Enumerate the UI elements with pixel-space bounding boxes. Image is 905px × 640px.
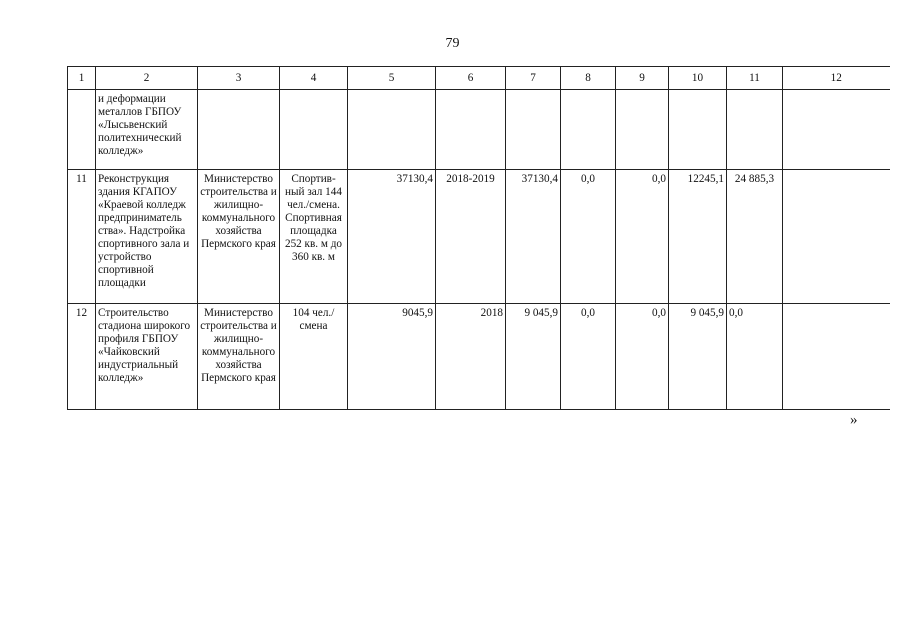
header-cell-2: 2 — [96, 67, 198, 90]
cell-value-5: 9045,9 — [348, 304, 436, 410]
cell-object-name: Строительство стадиона широкого профиля ГБПОУ «Чайковский индустриальный колледж» — [96, 304, 198, 410]
cell-object-name: и деформации металлов ГБПОУ «Лысьвенский политехнический колледж» — [96, 90, 198, 170]
header-cell-12: 12 — [783, 67, 890, 90]
cell-value-12 — [783, 170, 890, 304]
cell-period — [436, 90, 506, 170]
cell-value-12 — [783, 304, 890, 410]
cell-customer — [198, 90, 280, 170]
header-cell-10: 10 — [669, 67, 727, 90]
header-cell-6: 6 — [436, 67, 506, 90]
header-cell-9: 9 — [616, 67, 669, 90]
cell-value-9: 0,0 — [616, 304, 669, 410]
cell-period: 2018-2019 — [436, 170, 506, 304]
table-row-continuation — [68, 90, 890, 170]
cell-value-8 — [561, 90, 616, 170]
data-table — [67, 66, 890, 410]
page-number: 79 — [445, 36, 460, 51]
header-cell-3: 3 — [198, 67, 280, 90]
header-row — [68, 67, 890, 90]
cell-customer: Министерство строительства и жилищно-коммунального хозяйства Пермского края — [198, 170, 280, 304]
cell-value-5: 37130,4 — [348, 170, 436, 304]
cell-customer: Министерство строительства и жилищно-коммунального хозяйства Пермского края — [198, 304, 280, 410]
cell-value-11: 24 885,3 — [727, 170, 783, 304]
cell-number: 12 — [68, 304, 96, 410]
header-cell-1: 1 — [68, 67, 96, 90]
cell-value-9 — [616, 90, 669, 170]
cell-value-7: 9 045,9 — [506, 304, 561, 410]
cell-object-name: Реконструкция здания КГАПОУ «Краевой колледж предприниматель ства». Надстройка спортивного зала и устройство спортивной площадки — [96, 170, 198, 304]
cell-value-10 — [669, 90, 727, 170]
cell-value-12 — [783, 90, 890, 170]
cell-value-8: 0,0 — [561, 170, 616, 304]
cell-value-10: 9 045,9 — [669, 304, 727, 410]
header-cell-5: 5 — [348, 67, 436, 90]
cell-value-10: 12245,1 — [669, 170, 727, 304]
cell-value-7 — [506, 90, 561, 170]
cell-value-11 — [727, 90, 783, 170]
cell-number: 11 — [68, 170, 96, 304]
header-cell-8: 8 — [561, 67, 616, 90]
cell-period: 2018 — [436, 304, 506, 410]
cell-value-11: 0,0 — [727, 304, 783, 410]
cell-value-8: 0,0 — [561, 304, 616, 410]
header-cell-11: 11 — [727, 67, 783, 90]
table-row — [68, 170, 890, 304]
cell-capacity: Спортив-ный зал 144 чел./смена. Спортивная площадка 252 кв. м до 360 кв. м — [280, 170, 348, 304]
header-cell-7: 7 — [506, 67, 561, 90]
cell-number — [68, 90, 96, 170]
closing-quote: » — [850, 412, 858, 428]
cell-value-9: 0,0 — [616, 170, 669, 304]
header-cell-4: 4 — [280, 67, 348, 90]
cell-value-5 — [348, 90, 436, 170]
cell-value-7: 37130,4 — [506, 170, 561, 304]
table-row — [68, 304, 890, 410]
cell-capacity: 104 чел./смена — [280, 304, 348, 410]
cell-capacity — [280, 90, 348, 170]
